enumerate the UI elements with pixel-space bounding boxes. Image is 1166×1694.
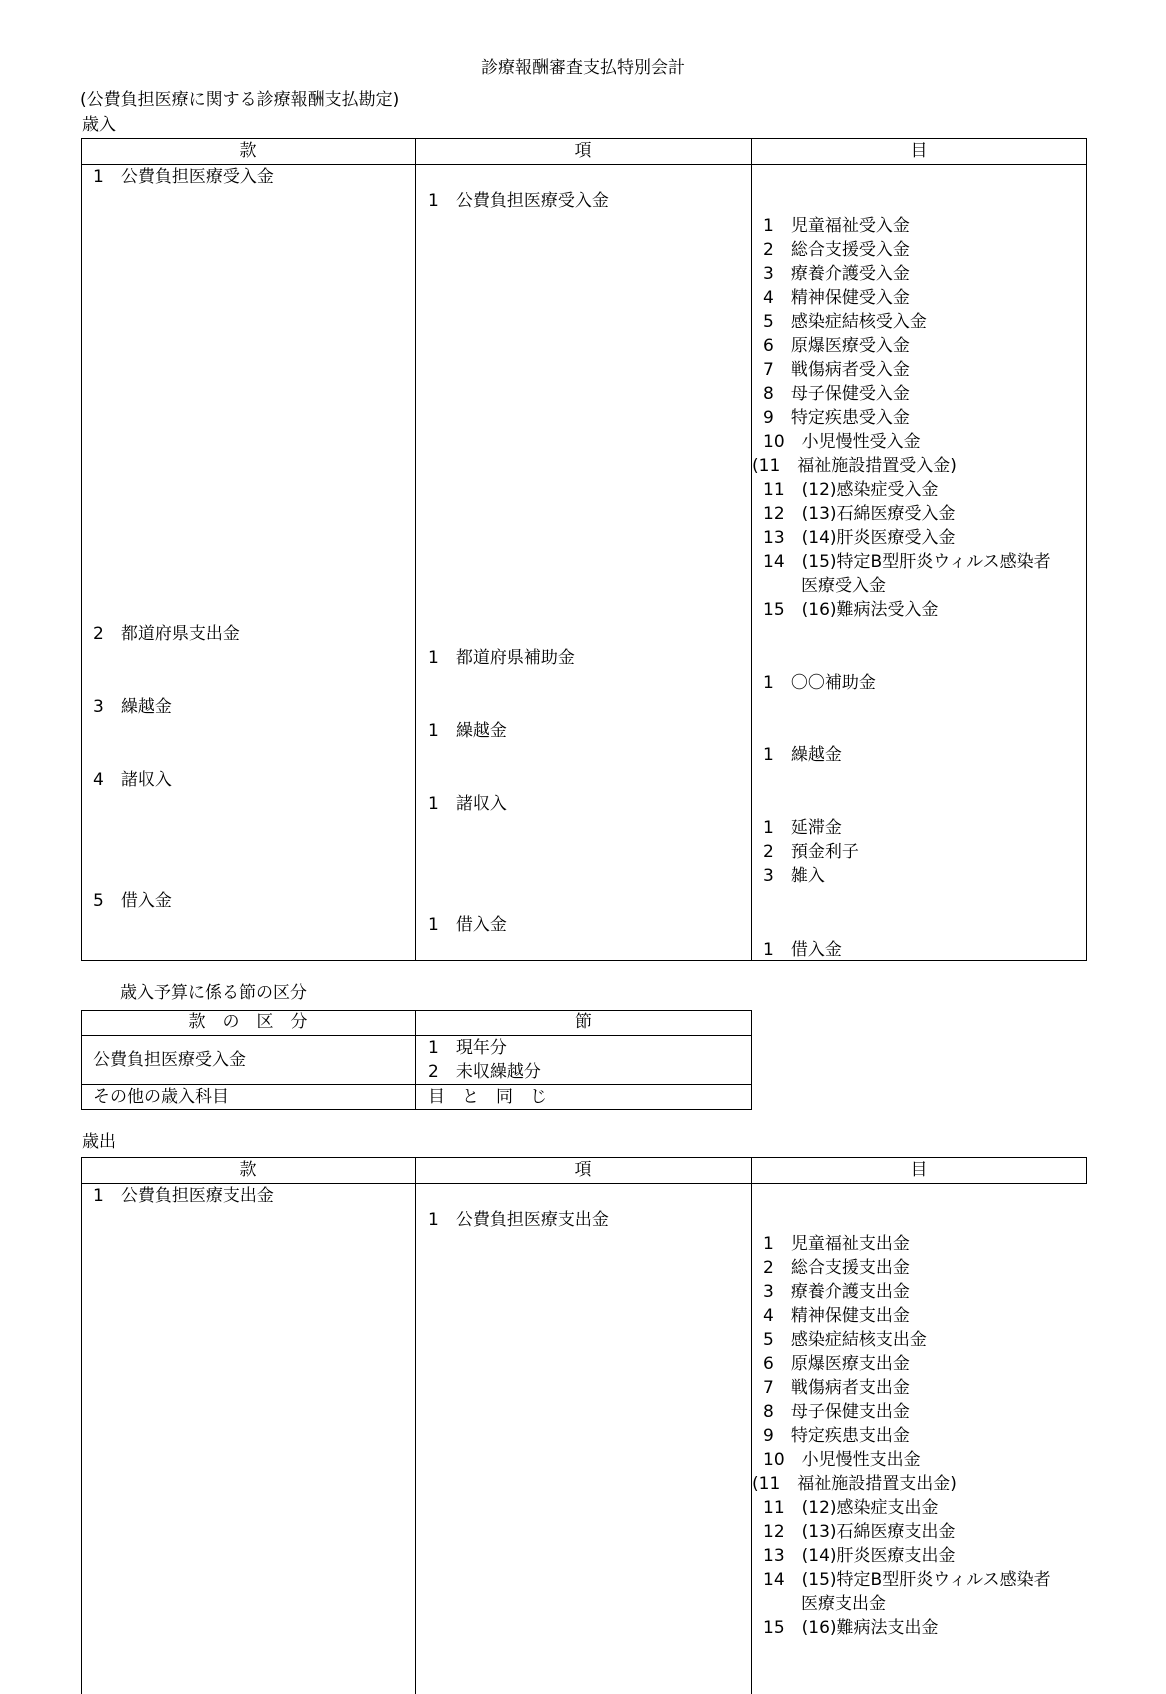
revenue-moku-item: 1 児童福祉受入金	[763, 216, 910, 236]
revenue-moku-item: 15 (16)難病法受入金	[763, 600, 939, 620]
header-setsu: 節	[575, 1012, 592, 1032]
expenditure-moku-item: 1 児童福祉支出金	[763, 1234, 910, 1254]
expenditure-moku-item: 12 (13)石綿医療支出金	[763, 1522, 956, 1542]
revenue-moku-item: 2 総合支援受入金	[763, 240, 910, 260]
revenue-kou-item: 1 都道府県補助金	[428, 648, 575, 668]
expenditure-moku-item: 8 母子保健支出金	[763, 1402, 910, 1422]
expenditure-moku-item: 15 (16)難病法支出金	[763, 1618, 939, 1638]
header-kan: 款	[239, 1160, 257, 1180]
revenue-kou-item: 1 公費負担医療受入金	[428, 191, 609, 211]
revenue-section-label: 歳入	[82, 115, 116, 135]
setsu-item: 2 未収繰越分	[428, 1062, 541, 1082]
revenue-moku-item: 12 (13)石綿医療受入金	[763, 504, 956, 524]
header-kou: 項	[574, 1160, 592, 1180]
expenditure-kan-item: 1 公費負担医療支出金	[93, 1186, 274, 1206]
header-moku: 目	[910, 1160, 928, 1180]
revenue-moku-item: 5 感染症結核受入金	[763, 312, 927, 332]
expenditure-moku-item: 6 原爆医療支出金	[763, 1354, 910, 1374]
expenditure-moku-item: 13 (14)肝炎医療支出金	[763, 1546, 956, 1566]
revenue-moku-item: 1 借入金	[763, 940, 842, 960]
revenue-moku-item: 9 特定疾患受入金	[763, 408, 910, 428]
expenditure-moku-item: 3 療養介護支出金	[763, 1282, 910, 1302]
revenue-moku-item: 1 繰越金	[763, 745, 842, 765]
expenditure-moku-item: 14 (15)特定B型肝炎ウィルス感染者	[763, 1570, 1051, 1590]
expenditure-moku-item: 4 精神保健支出金	[763, 1306, 910, 1326]
expenditure-moku-item: 9 特定疾患支出金	[763, 1426, 910, 1446]
expenditure-section-label: 歳出	[82, 1132, 116, 1152]
revenue-moku-item: 1 延滞金	[763, 818, 842, 838]
revenue-kou-item: 1 繰越金	[428, 721, 507, 741]
setsu-item: 目 と 同 じ	[428, 1087, 547, 1107]
revenue-moku-item: 14 (15)特定B型肝炎ウィルス感染者	[763, 552, 1051, 572]
expenditure-moku-item: 医療支出金	[801, 1594, 886, 1614]
revenue-moku-item: 11 (12)感染症受入金	[763, 480, 939, 500]
expenditure-kou-item: 1 公費負担医療支出金	[428, 1210, 609, 1230]
revenue-moku-item: 3 雑入	[763, 866, 825, 886]
header-kou: 項	[574, 141, 592, 161]
setsu-kubun: その他の歳入科目	[93, 1087, 229, 1107]
revenue-moku-item: 10 小児慢性受入金	[763, 432, 921, 452]
revenue-kou-item: 1 諸収入	[428, 794, 507, 814]
revenue-kan-item: 4 諸収入	[93, 770, 172, 790]
expenditure-moku-item: 7 戦傷病者支出金	[763, 1378, 910, 1398]
revenue-kan-item: 1 公費負担医療受入金	[93, 167, 274, 187]
revenue-moku-item: 7 戦傷病者受入金	[763, 360, 910, 380]
revenue-moku-item: 8 母子保健受入金	[763, 384, 910, 404]
revenue-kan-item: 5 借入金	[93, 891, 172, 911]
setsu-caption: 歳入予算に係る節の区分	[120, 983, 307, 1003]
revenue-moku-item: 4 精神保健受入金	[763, 288, 910, 308]
setsu-kubun: 公費負担医療受入金	[93, 1050, 246, 1070]
revenue-kan-item: 3 繰越金	[93, 697, 172, 717]
document-title: 診療報酬審査支払特別会計	[481, 58, 685, 78]
header-kan: 款	[239, 141, 257, 161]
header-kan-kubun: 款 の 区 分	[188, 1012, 308, 1032]
account-subtitle: (公費負担医療に関する診療報酬支払勘定)	[80, 90, 400, 110]
revenue-moku-item: 3 療養介護受入金	[763, 264, 910, 284]
revenue-moku-item: 2 預金利子	[763, 842, 859, 862]
revenue-moku-item: 医療受入金	[801, 576, 886, 596]
setsu-item: 1 現年分	[428, 1038, 507, 1058]
expenditure-moku-item: (11 福祉施設措置支出金)	[752, 1474, 957, 1494]
expenditure-moku-item: 11 (12)感染症支出金	[763, 1498, 939, 1518]
revenue-moku-item: 13 (14)肝炎医療受入金	[763, 528, 956, 548]
revenue-kan-item: 2 都道府県支出金	[93, 624, 240, 644]
revenue-moku-item: 1 〇〇補助金	[763, 673, 876, 693]
expenditure-moku-item: 2 総合支援支出金	[763, 1258, 910, 1278]
revenue-kou-item: 1 借入金	[428, 915, 507, 935]
expenditure-moku-item: 10 小児慢性支出金	[763, 1450, 921, 1470]
expenditure-moku-item: 5 感染症結核支出金	[763, 1330, 927, 1350]
revenue-moku-item: (11 福祉施設措置受入金)	[752, 456, 957, 476]
header-moku: 目	[910, 141, 928, 161]
revenue-moku-item: 6 原爆医療受入金	[763, 336, 910, 356]
